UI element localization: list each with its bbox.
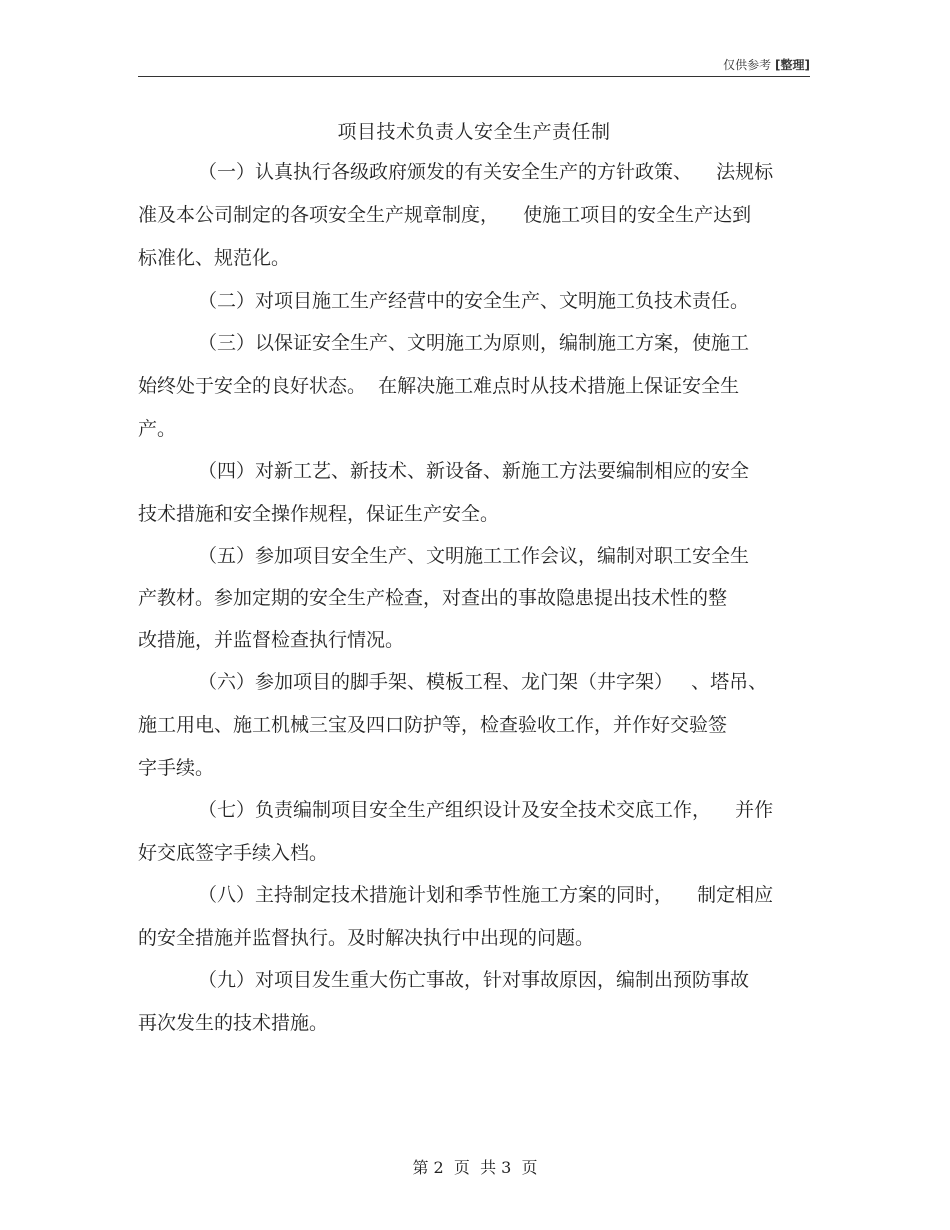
paragraph-line: （六）参加项目的脚手架、模板工程、龙门架（井字架） 、塔吊、 [198, 671, 768, 693]
paragraph-line: 改措施，并监督检查执行情况。 [138, 629, 405, 651]
page-number-footer: 第 2 页 共 3 页 [412, 1158, 538, 1177]
paragraph-line: 好交底签字手续入档。 [138, 842, 329, 864]
header-note-text: 仅供参考 [723, 58, 772, 72]
paragraph-line: 标准化、规范化。 [138, 247, 291, 269]
paragraph-line: （二）对项目施工生产经营中的安全生产、文明施工负技术责任。 [198, 290, 750, 312]
header-note-tag: [整理] [775, 58, 810, 72]
paragraph-line: （三）以保证安全生产、文明施工为原则，编制施工方案，使施工 [198, 332, 750, 354]
paragraph-line: （九）对项目发生重大伤亡事故，针对事故原因，编制出预防事故 [198, 969, 750, 991]
paragraph-line: 准及本公司制定的各项安全生产规章制度， 使施工项目的安全生产达到 [138, 204, 752, 226]
paragraph-line: （七）负责编制项目安全生产组织设计及安全技术交底工作， 并作 [198, 799, 774, 821]
paragraph-line: 产教材。参加定期的安全生产检查，对查出的事故隐患提出技术性的整 [138, 587, 728, 609]
paragraph-line: 的安全措施并监督执行。及时解决执行中出现的问题。 [138, 927, 595, 949]
paragraph-line: （四）对新工艺、新技术、新设备、新施工方法要编制相应的安全 [198, 460, 750, 482]
header-note [723, 56, 810, 73]
paragraph-line: 施工用电、施工机械三宝及四口防护等，检查验收工作，并作好交验签 [138, 714, 728, 736]
paragraph-line: （五）参加项目安全生产、文明施工工作会议，编制对职工安全生 [198, 545, 750, 567]
paragraph-line: 字手续。 [138, 757, 215, 779]
paragraph-line: 技术措施和安全操作规程，保证生产安全。 [138, 503, 500, 525]
paragraph-line: （一）认真执行各级政府颁发的有关安全生产的方针政策、 法规标 [198, 161, 774, 183]
paragraph-line: 再次发生的技术措施。 [138, 1012, 329, 1034]
header-divider [138, 76, 810, 77]
paragraph-line: 产。 [138, 418, 177, 440]
paragraph-line: 始终处于安全的良好状态。 在解决施工难点时从技术措施上保证安全生 [138, 375, 740, 397]
document-title: 项目技术负责人安全生产责任制 [337, 121, 611, 143]
paragraph-line: （八）主持制定技术措施计划和季节性施工方案的同时， 制定相应 [198, 884, 774, 906]
